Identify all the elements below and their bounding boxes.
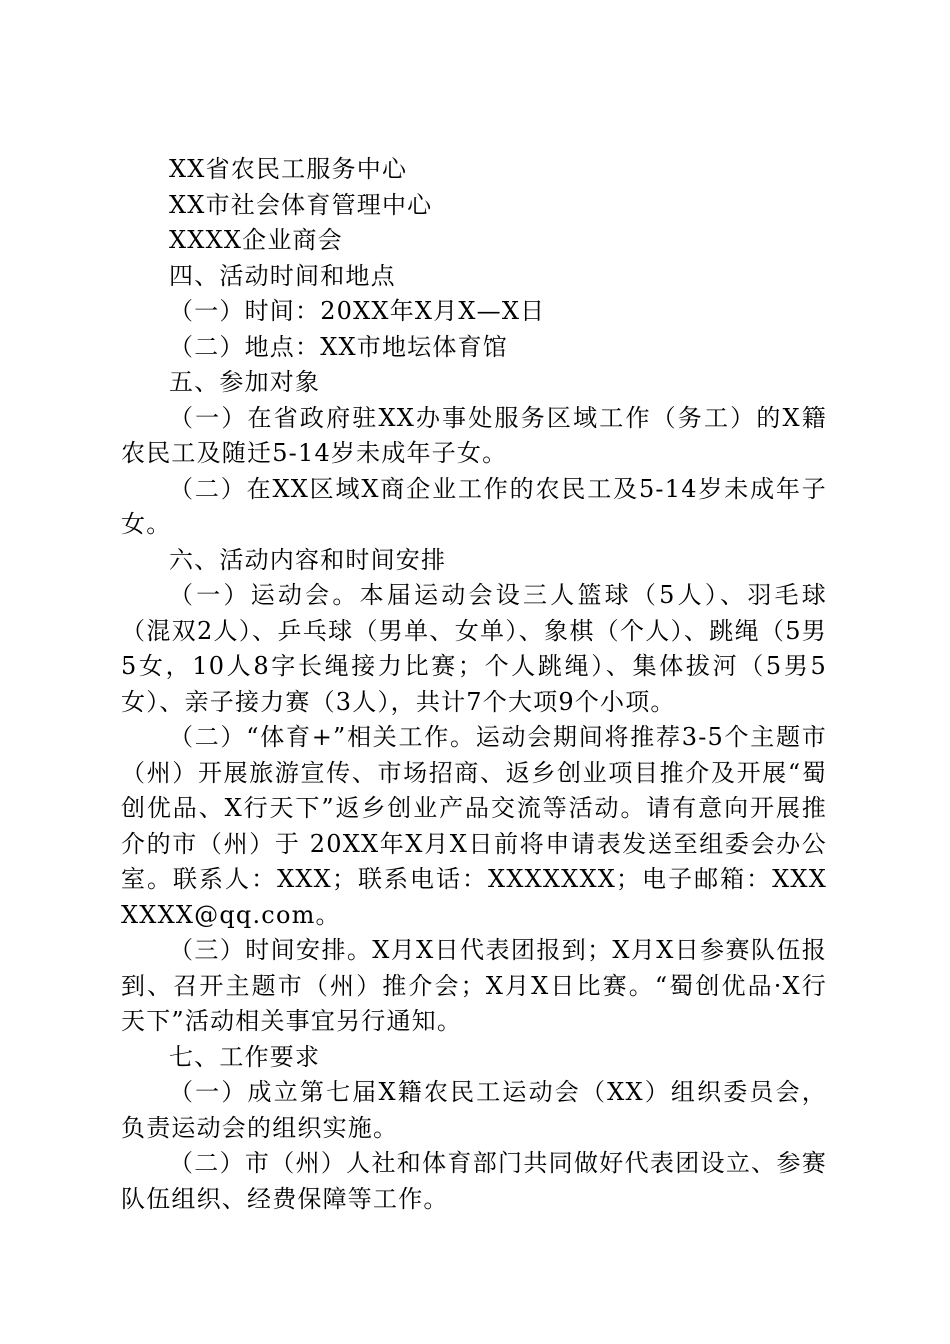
place-item: （二）地点：XX市地坛体育馆 <box>169 332 508 361</box>
organizer-line-2: XX市社会体育管理中心 <box>169 190 433 219</box>
time-item: （一）时间：20XX年X月X—X日 <box>169 297 546 325</box>
section-heading-activities: 六、活动内容和时间安排 <box>169 545 447 574</box>
activities-item-1: （一）运动会。本届运动会设三人篮球（5人）、羽毛球（混双2人）、乒乓球（男单、女单）、象棋（个人）、跳绳（5男5女，10人8字长绳接力比赛；个人跳绳）、集体拔河（5男5女）、亲子接力赛（3人），共计7个大项9个小项。 <box>121 581 827 716</box>
requirements-item-1: （一）成立第七届X籍农民工运动会（XX）组织委员会，负责运动会的组织实施。 <box>121 1078 827 1142</box>
document-body <box>121 152 827 1217</box>
participants-item-1: （一）在省政府驻XX办事处服务区域工作（务工）的X籍农民工及随迁5-14岁未成年子女。 <box>121 403 827 467</box>
section-heading-time-place: 四、活动时间和地点 <box>169 261 396 290</box>
participants-item-2: （二）在XX区域X商企业工作的农民工及5-14岁未成年子女。 <box>121 474 827 538</box>
organizer-line-1: XX省农民工服务中心 <box>169 155 408 183</box>
section-heading-participants: 五、参加对象 <box>169 368 321 396</box>
requirements-item-2: （二）市（州）人社和体育部门共同做好代表团设立、参赛队伍组织、经费保障等工作。 <box>121 1149 827 1213</box>
activities-item-3: （三）时间安排。X月X日代表团报到；X月X日参赛队伍报到、召开主题市（州）推介会；X月X日比赛。“蜀创优品·X行天下”活动相关事宜另行通知。 <box>121 936 827 1035</box>
activities-item-2: （二）“体育+”相关工作。运动会期间将推荐3-5个主题市（州）开展旅游宣传、市场招商、返乡创业项目推介及开展“蜀创优品、X行天下”返乡创业产品交流等活动。请有意向开展推介的市（州）于 20XX年X月X日前将申请表发送至组委会办公室。联系人：XXX；联系电话：XXXXXXX；电子邮箱：XXXXXXX@qq.com。 <box>121 723 827 929</box>
organizer-line-3: XXXX企业商会 <box>169 226 343 254</box>
section-heading-requirements: 七、工作要求 <box>169 1042 321 1071</box>
